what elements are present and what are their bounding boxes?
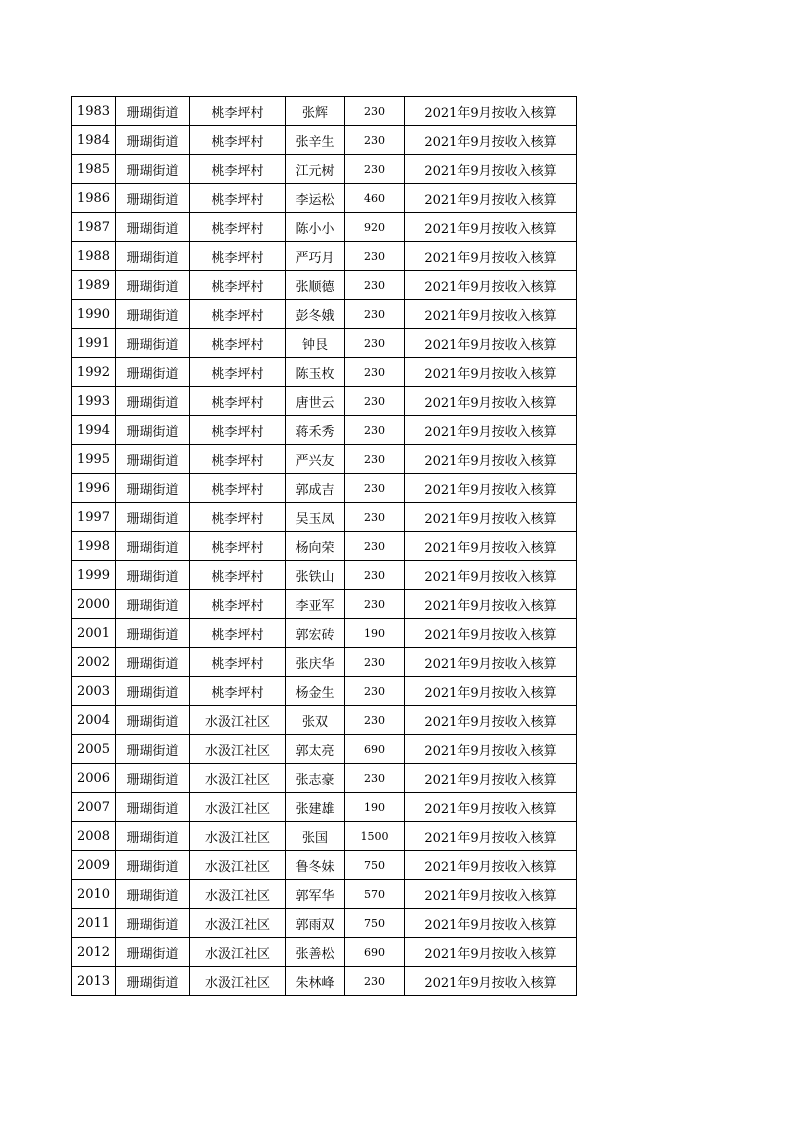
street-cell: 珊瑚街道 <box>116 619 190 648</box>
village-cell: 水汲江社区 <box>190 706 286 735</box>
person-name-cell: 江元树 <box>286 155 345 184</box>
person-name-cell: 张国 <box>286 822 345 851</box>
street-cell: 珊瑚街道 <box>116 851 190 880</box>
serial-number-cell: 2007 <box>72 793 116 822</box>
person-name-cell: 严巧月 <box>286 242 345 271</box>
person-name-cell: 蒋禾秀 <box>286 416 345 445</box>
table-row <box>72 851 577 880</box>
village-cell: 水汲江社区 <box>190 735 286 764</box>
person-name-cell: 张辉 <box>286 97 345 126</box>
village-cell: 桃李坪村 <box>190 126 286 155</box>
person-name-cell: 陈玉枚 <box>286 358 345 387</box>
street-cell: 珊瑚街道 <box>116 126 190 155</box>
amount-cell: 230 <box>345 155 405 184</box>
village-cell: 桃李坪村 <box>190 300 286 329</box>
person-name-cell: 郭雨双 <box>286 909 345 938</box>
serial-number-cell: 2012 <box>72 938 116 967</box>
note-cell: 2021年9月按收入核算 <box>405 648 577 677</box>
note-cell: 2021年9月按收入核算 <box>405 300 577 329</box>
person-name-cell: 张建雄 <box>286 793 345 822</box>
village-cell: 桃李坪村 <box>190 590 286 619</box>
records-table-body <box>72 97 577 996</box>
records-table <box>71 96 577 996</box>
village-cell: 水汲江社区 <box>190 938 286 967</box>
amount-cell: 690 <box>345 938 405 967</box>
note-cell: 2021年9月按收入核算 <box>405 445 577 474</box>
note-cell: 2021年9月按收入核算 <box>405 938 577 967</box>
serial-number-cell: 1984 <box>72 126 116 155</box>
serial-number-cell: 2001 <box>72 619 116 648</box>
person-name-cell: 彭冬娥 <box>286 300 345 329</box>
village-cell: 桃李坪村 <box>190 619 286 648</box>
amount-cell: 1500 <box>345 822 405 851</box>
person-name-cell: 郭军华 <box>286 880 345 909</box>
amount-cell: 190 <box>345 619 405 648</box>
village-cell: 桃李坪村 <box>190 97 286 126</box>
table-row <box>72 184 577 213</box>
table-row <box>72 503 577 532</box>
person-name-cell: 张铁山 <box>286 561 345 590</box>
amount-cell: 230 <box>345 706 405 735</box>
street-cell: 珊瑚街道 <box>116 590 190 619</box>
table-row <box>72 213 577 242</box>
amount-cell: 230 <box>345 474 405 503</box>
amount-cell: 570 <box>345 880 405 909</box>
village-cell: 桃李坪村 <box>190 358 286 387</box>
village-cell: 水汲江社区 <box>190 793 286 822</box>
street-cell: 珊瑚街道 <box>116 213 190 242</box>
table-row <box>72 300 577 329</box>
note-cell: 2021年9月按收入核算 <box>405 329 577 358</box>
amount-cell: 460 <box>345 184 405 213</box>
amount-cell: 230 <box>345 677 405 706</box>
village-cell: 桃李坪村 <box>190 445 286 474</box>
serial-number-cell: 1989 <box>72 271 116 300</box>
village-cell: 桃李坪村 <box>190 242 286 271</box>
note-cell: 2021年9月按收入核算 <box>405 590 577 619</box>
person-name-cell: 张辛生 <box>286 126 345 155</box>
serial-number-cell: 2009 <box>72 851 116 880</box>
street-cell: 珊瑚街道 <box>116 358 190 387</box>
note-cell: 2021年9月按收入核算 <box>405 358 577 387</box>
amount-cell: 230 <box>345 387 405 416</box>
amount-cell: 230 <box>345 532 405 561</box>
street-cell: 珊瑚街道 <box>116 648 190 677</box>
village-cell: 桃李坪村 <box>190 416 286 445</box>
village-cell: 桃李坪村 <box>190 155 286 184</box>
person-name-cell: 杨向荣 <box>286 532 345 561</box>
table-row <box>72 706 577 735</box>
amount-cell: 230 <box>345 503 405 532</box>
amount-cell: 190 <box>345 793 405 822</box>
village-cell: 桃李坪村 <box>190 648 286 677</box>
serial-number-cell: 1990 <box>72 300 116 329</box>
village-cell: 水汲江社区 <box>190 822 286 851</box>
person-name-cell: 吴玉凤 <box>286 503 345 532</box>
village-cell: 桃李坪村 <box>190 503 286 532</box>
person-name-cell: 李亚军 <box>286 590 345 619</box>
table-row <box>72 445 577 474</box>
street-cell: 珊瑚街道 <box>116 416 190 445</box>
village-cell: 水汲江社区 <box>190 909 286 938</box>
person-name-cell: 张庆华 <box>286 648 345 677</box>
village-cell: 水汲江社区 <box>190 880 286 909</box>
serial-number-cell: 2006 <box>72 764 116 793</box>
street-cell: 珊瑚街道 <box>116 822 190 851</box>
note-cell: 2021年9月按收入核算 <box>405 793 577 822</box>
street-cell: 珊瑚街道 <box>116 735 190 764</box>
person-name-cell: 陈小小 <box>286 213 345 242</box>
table-row <box>72 416 577 445</box>
street-cell: 珊瑚街道 <box>116 474 190 503</box>
serial-number-cell: 1988 <box>72 242 116 271</box>
amount-cell: 230 <box>345 967 405 996</box>
person-name-cell: 郭成吉 <box>286 474 345 503</box>
note-cell: 2021年9月按收入核算 <box>405 126 577 155</box>
table-row <box>72 271 577 300</box>
serial-number-cell: 1996 <box>72 474 116 503</box>
serial-number-cell: 2002 <box>72 648 116 677</box>
amount-cell: 230 <box>345 358 405 387</box>
person-name-cell: 杨金生 <box>286 677 345 706</box>
amount-cell: 230 <box>345 126 405 155</box>
street-cell: 珊瑚街道 <box>116 880 190 909</box>
note-cell: 2021年9月按收入核算 <box>405 155 577 184</box>
village-cell: 桃李坪村 <box>190 474 286 503</box>
village-cell: 桃李坪村 <box>190 213 286 242</box>
person-name-cell: 郭宏砖 <box>286 619 345 648</box>
person-name-cell: 郭太亮 <box>286 735 345 764</box>
amount-cell: 230 <box>345 416 405 445</box>
street-cell: 珊瑚街道 <box>116 97 190 126</box>
note-cell: 2021年9月按收入核算 <box>405 967 577 996</box>
amount-cell: 750 <box>345 851 405 880</box>
note-cell: 2021年9月按收入核算 <box>405 706 577 735</box>
street-cell: 珊瑚街道 <box>116 271 190 300</box>
street-cell: 珊瑚街道 <box>116 184 190 213</box>
serial-number-cell: 1997 <box>72 503 116 532</box>
street-cell: 珊瑚街道 <box>116 677 190 706</box>
note-cell: 2021年9月按收入核算 <box>405 764 577 793</box>
serial-number-cell: 1993 <box>72 387 116 416</box>
table-row <box>72 532 577 561</box>
table-row <box>72 387 577 416</box>
street-cell: 珊瑚街道 <box>116 909 190 938</box>
table-row <box>72 97 577 126</box>
person-name-cell: 钟艮 <box>286 329 345 358</box>
note-cell: 2021年9月按收入核算 <box>405 474 577 503</box>
street-cell: 珊瑚街道 <box>116 532 190 561</box>
serial-number-cell: 1999 <box>72 561 116 590</box>
note-cell: 2021年9月按收入核算 <box>405 503 577 532</box>
serial-number-cell: 1994 <box>72 416 116 445</box>
street-cell: 珊瑚街道 <box>116 561 190 590</box>
serial-number-cell: 1991 <box>72 329 116 358</box>
table-row <box>72 735 577 764</box>
person-name-cell: 张善松 <box>286 938 345 967</box>
note-cell: 2021年9月按收入核算 <box>405 97 577 126</box>
serial-number-cell: 2013 <box>72 967 116 996</box>
serial-number-cell: 2003 <box>72 677 116 706</box>
serial-number-cell: 1992 <box>72 358 116 387</box>
note-cell: 2021年9月按收入核算 <box>405 735 577 764</box>
note-cell: 2021年9月按收入核算 <box>405 213 577 242</box>
village-cell: 桃李坪村 <box>190 387 286 416</box>
note-cell: 2021年9月按收入核算 <box>405 387 577 416</box>
amount-cell: 230 <box>345 300 405 329</box>
note-cell: 2021年9月按收入核算 <box>405 619 577 648</box>
serial-number-cell: 2008 <box>72 822 116 851</box>
person-name-cell: 张志豪 <box>286 764 345 793</box>
village-cell: 水汲江社区 <box>190 764 286 793</box>
person-name-cell: 张顺德 <box>286 271 345 300</box>
table-row <box>72 677 577 706</box>
village-cell: 桃李坪村 <box>190 271 286 300</box>
street-cell: 珊瑚街道 <box>116 967 190 996</box>
street-cell: 珊瑚街道 <box>116 155 190 184</box>
village-cell: 桃李坪村 <box>190 329 286 358</box>
amount-cell: 750 <box>345 909 405 938</box>
serial-number-cell: 1986 <box>72 184 116 213</box>
amount-cell: 230 <box>345 445 405 474</box>
table-row <box>72 358 577 387</box>
table-row <box>72 967 577 996</box>
village-cell: 桃李坪村 <box>190 677 286 706</box>
note-cell: 2021年9月按收入核算 <box>405 851 577 880</box>
street-cell: 珊瑚街道 <box>116 445 190 474</box>
amount-cell: 690 <box>345 735 405 764</box>
note-cell: 2021年9月按收入核算 <box>405 184 577 213</box>
serial-number-cell: 1998 <box>72 532 116 561</box>
serial-number-cell: 2000 <box>72 590 116 619</box>
table-row <box>72 590 577 619</box>
person-name-cell: 李运松 <box>286 184 345 213</box>
person-name-cell: 唐世云 <box>286 387 345 416</box>
street-cell: 珊瑚街道 <box>116 793 190 822</box>
street-cell: 珊瑚街道 <box>116 764 190 793</box>
amount-cell: 920 <box>345 213 405 242</box>
table-row <box>72 155 577 184</box>
note-cell: 2021年9月按收入核算 <box>405 880 577 909</box>
street-cell: 珊瑚街道 <box>116 387 190 416</box>
note-cell: 2021年9月按收入核算 <box>405 677 577 706</box>
serial-number-cell: 2011 <box>72 909 116 938</box>
table-row <box>72 793 577 822</box>
table-row <box>72 938 577 967</box>
table-row <box>72 474 577 503</box>
street-cell: 珊瑚街道 <box>116 329 190 358</box>
note-cell: 2021年9月按收入核算 <box>405 822 577 851</box>
note-cell: 2021年9月按收入核算 <box>405 242 577 271</box>
village-cell: 水汲江社区 <box>190 851 286 880</box>
serial-number-cell: 1983 <box>72 97 116 126</box>
person-name-cell: 鲁冬妹 <box>286 851 345 880</box>
street-cell: 珊瑚街道 <box>116 503 190 532</box>
serial-number-cell: 1987 <box>72 213 116 242</box>
serial-number-cell: 1995 <box>72 445 116 474</box>
table-row <box>72 909 577 938</box>
amount-cell: 230 <box>345 561 405 590</box>
table-row <box>72 126 577 155</box>
note-cell: 2021年9月按收入核算 <box>405 532 577 561</box>
person-name-cell: 朱林峰 <box>286 967 345 996</box>
amount-cell: 230 <box>345 648 405 677</box>
note-cell: 2021年9月按收入核算 <box>405 416 577 445</box>
village-cell: 水汲江社区 <box>190 967 286 996</box>
person-name-cell: 严兴友 <box>286 445 345 474</box>
street-cell: 珊瑚街道 <box>116 242 190 271</box>
village-cell: 桃李坪村 <box>190 184 286 213</box>
table-row <box>72 764 577 793</box>
table-row <box>72 822 577 851</box>
table-row <box>72 648 577 677</box>
amount-cell: 230 <box>345 764 405 793</box>
note-cell: 2021年9月按收入核算 <box>405 271 577 300</box>
serial-number-cell: 2010 <box>72 880 116 909</box>
serial-number-cell: 2004 <box>72 706 116 735</box>
village-cell: 桃李坪村 <box>190 561 286 590</box>
street-cell: 珊瑚街道 <box>116 938 190 967</box>
amount-cell: 230 <box>345 242 405 271</box>
serial-number-cell: 1985 <box>72 155 116 184</box>
table-row <box>72 880 577 909</box>
amount-cell: 230 <box>345 271 405 300</box>
street-cell: 珊瑚街道 <box>116 706 190 735</box>
note-cell: 2021年9月按收入核算 <box>405 561 577 590</box>
village-cell: 桃李坪村 <box>190 532 286 561</box>
table-row <box>72 242 577 271</box>
street-cell: 珊瑚街道 <box>116 300 190 329</box>
table-row <box>72 619 577 648</box>
amount-cell: 230 <box>345 329 405 358</box>
serial-number-cell: 2005 <box>72 735 116 764</box>
table-row <box>72 329 577 358</box>
person-name-cell: 张双 <box>286 706 345 735</box>
note-cell: 2021年9月按收入核算 <box>405 909 577 938</box>
amount-cell: 230 <box>345 97 405 126</box>
table-row <box>72 561 577 590</box>
amount-cell: 230 <box>345 590 405 619</box>
